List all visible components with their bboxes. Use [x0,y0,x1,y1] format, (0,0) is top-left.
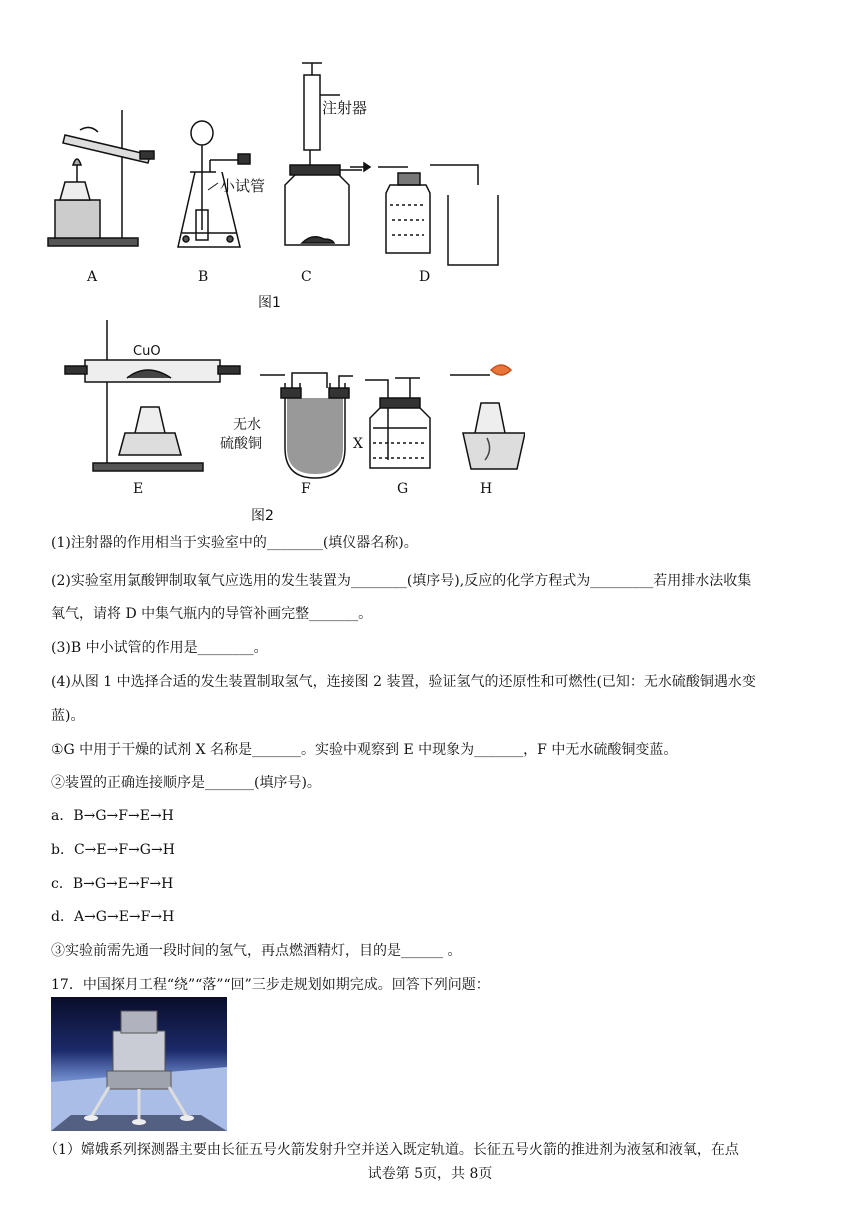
label-h: H [480,481,493,497]
apparatus-f [260,373,353,478]
label-e: E [133,481,144,497]
option-d: d．A→G→E→F→H [51,909,175,925]
cuo-label: CuO [133,344,161,359]
apparatus-a [48,110,154,246]
label-a: A [87,269,98,285]
apparatus-h [450,365,525,469]
apparatus-c [285,63,362,245]
label-f: F [301,481,311,497]
figure-1-apparatus [40,55,510,315]
anhydrous-label-line1: 无水 [233,417,261,433]
syringe-label: 注射器 [322,99,368,117]
question-3: (3)B 中小试管的作用是________。 [51,640,268,656]
question-2-line1: (2)实验室用氯酸钾制取氧气应选用的发生装置为________(填序号),反应的化学方程式为_________若用排水法收集 [51,573,752,589]
lunar-lander-photo [51,997,227,1131]
question-17-part1: （1）嫦娥系列探测器主要由长征五号火箭发射升空并送入既定轨道。长征五号火箭的推进剂为液氢和液氧，在点 [44,1142,739,1158]
small-tube-label: 小试管 [220,177,266,195]
label-g: G [397,481,409,497]
figure-2-caption: 图2 [251,508,274,524]
question-4-sub3: ③实验前需先通一段时间的氢气，再点燃酒精灯，目的是______ 。 [51,943,462,959]
question-4-line1: (4)从图 1 中选择合适的发生装置制取氢气，连接图 2 装置，验证氢气的还原性和可燃性(已知：无水硫酸铜遇水变 [51,674,756,690]
apparatus-d [350,163,498,265]
question-4-sub1: ①G 中用于干燥的试剂 X 名称是_______。实验中观察到 E 中现象为_______，F 中无水硫酸铜变蓝。 [51,742,678,758]
label-c: C [301,269,312,285]
anhydrous-label-line2: 硫酸铜 [220,436,262,452]
figure-1-caption: 图1 [258,295,281,311]
option-b: b．C→E→F→G→H [51,842,175,858]
figure-2-apparatus [55,318,525,528]
question-1: (1)注射器的作用相当于实验室中的________(填仪器名称)。 [51,535,418,551]
label-b: B [198,269,209,285]
question-17: 17．中国探月工程“绕”“落”“回”三步走规划如期完成。回答下列问题： [51,977,490,993]
question-4-sub2: ②装置的正确连接顺序是_______(填序号)。 [51,775,321,791]
apparatus-e [65,320,240,471]
question-2-line2: 氧气，请将 D 中集气瓶内的导管补画完整_______。 [51,606,373,622]
label-d: D [419,269,431,285]
apparatus-g [365,378,430,468]
page-footer: 试卷第 5页，共 8页 [367,1166,493,1182]
option-a: a．B→G→F→E→H [51,808,174,824]
x-label: X [353,436,363,452]
question-4-line2: 蓝)。 [51,708,85,724]
option-c: c．B→G→E→F→H [51,876,174,892]
